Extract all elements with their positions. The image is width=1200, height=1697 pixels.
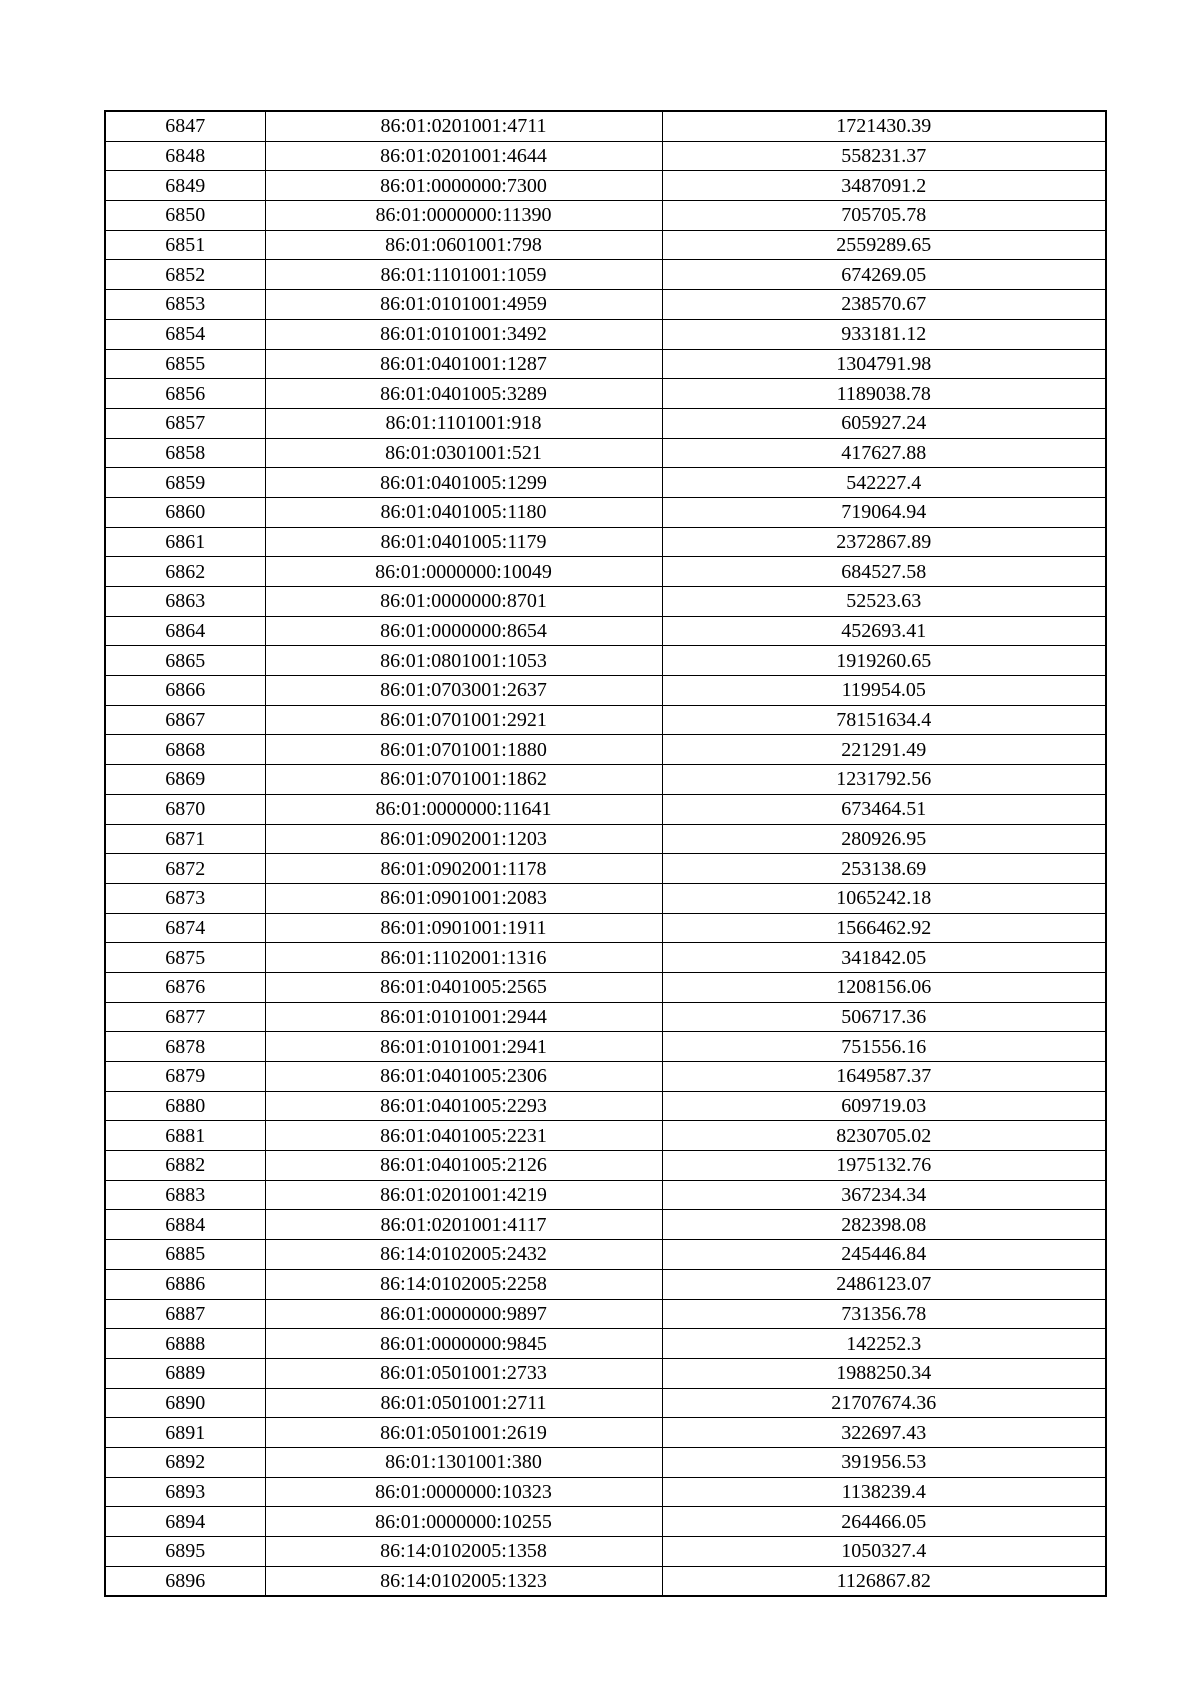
value-cell: 731356.78 — [662, 1299, 1106, 1329]
value-cell: 2486123.07 — [662, 1269, 1106, 1299]
cadastral-number-cell: 86:01:0101001:2944 — [265, 1002, 662, 1032]
table-row — [105, 705, 1106, 735]
table-row — [105, 527, 1106, 557]
table-row — [105, 1358, 1106, 1388]
row-number-cell: 6878 — [105, 1032, 265, 1062]
cadastral-number-cell: 86:14:0102005:2258 — [265, 1269, 662, 1299]
cadastral-number-cell: 86:01:0501001:2619 — [265, 1418, 662, 1448]
row-number-cell: 6886 — [105, 1269, 265, 1299]
cadastral-number-cell: 86:01:0601001:798 — [265, 230, 662, 260]
table-row — [105, 1566, 1106, 1596]
table-row — [105, 735, 1106, 765]
cadastral-number-cell: 86:01:0701001:1880 — [265, 735, 662, 765]
table-row — [105, 319, 1106, 349]
table-row — [105, 438, 1106, 468]
cadastral-number-cell: 86:01:0000000:9897 — [265, 1299, 662, 1329]
row-number-cell: 6867 — [105, 705, 265, 735]
row-number-cell: 6894 — [105, 1507, 265, 1537]
value-cell: 21707674.36 — [662, 1388, 1106, 1418]
row-number-cell: 6881 — [105, 1121, 265, 1151]
cadastral-number-cell: 86:01:0701001:2921 — [265, 705, 662, 735]
value-cell: 1189038.78 — [662, 379, 1106, 409]
cadastral-number-cell: 86:01:0101001:4959 — [265, 290, 662, 320]
table-row — [105, 1032, 1106, 1062]
cadastral-number-cell: 86:01:0000000:10255 — [265, 1507, 662, 1537]
value-cell: 558231.37 — [662, 141, 1106, 171]
table-row — [105, 1269, 1106, 1299]
row-number-cell: 6883 — [105, 1180, 265, 1210]
value-cell: 2372867.89 — [662, 527, 1106, 557]
value-cell: 452693.41 — [662, 616, 1106, 646]
cadastral-number-cell: 86:01:0000000:7300 — [265, 171, 662, 201]
row-number-cell: 6871 — [105, 824, 265, 854]
cadastral-number-cell: 86:01:0902001:1203 — [265, 824, 662, 854]
table-row — [105, 1329, 1106, 1359]
cadastral-number-cell: 86:01:0401005:2565 — [265, 972, 662, 1002]
table-row — [105, 883, 1106, 913]
value-cell: 238570.67 — [662, 290, 1106, 320]
cadastral-number-cell: 86:01:0901001:1911 — [265, 913, 662, 943]
value-cell: 3487091.2 — [662, 171, 1106, 201]
row-number-cell: 6858 — [105, 438, 265, 468]
table-row — [105, 765, 1106, 795]
table-body — [105, 111, 1106, 1596]
cadastral-number-cell: 86:01:0000000:8654 — [265, 616, 662, 646]
table-row — [105, 379, 1106, 409]
cadastral-number-cell: 86:01:0101001:2941 — [265, 1032, 662, 1062]
value-cell: 542227.4 — [662, 468, 1106, 498]
value-cell: 1065242.18 — [662, 883, 1106, 913]
value-cell: 1975132.76 — [662, 1151, 1106, 1181]
value-cell: 751556.16 — [662, 1032, 1106, 1062]
row-number-cell: 6876 — [105, 972, 265, 1002]
row-number-cell: 6864 — [105, 616, 265, 646]
table-row — [105, 1151, 1106, 1181]
row-number-cell: 6859 — [105, 468, 265, 498]
table-row — [105, 676, 1106, 706]
cadastral-number-cell: 86:01:1301001:380 — [265, 1447, 662, 1477]
table-row — [105, 1180, 1106, 1210]
value-cell: 609719.03 — [662, 1091, 1106, 1121]
value-cell: 684527.58 — [662, 557, 1106, 587]
cadastral-number-cell: 86:01:0401001:1287 — [265, 349, 662, 379]
value-cell: 52523.63 — [662, 587, 1106, 617]
table-row — [105, 1507, 1106, 1537]
value-cell: 1919260.65 — [662, 646, 1106, 676]
cadastral-number-cell: 86:01:0401005:2126 — [265, 1151, 662, 1181]
value-cell: 253138.69 — [662, 854, 1106, 884]
cadastral-number-cell: 86:01:0201001:4644 — [265, 141, 662, 171]
value-cell: 705705.78 — [662, 201, 1106, 231]
cadastral-number-cell: 86:01:0401005:1180 — [265, 497, 662, 527]
cadastral-number-cell: 86:01:0301001:521 — [265, 438, 662, 468]
row-number-cell: 6889 — [105, 1358, 265, 1388]
cadastral-number-cell: 86:01:0401005:2293 — [265, 1091, 662, 1121]
row-number-cell: 6882 — [105, 1151, 265, 1181]
value-cell: 341842.05 — [662, 943, 1106, 973]
row-number-cell: 6855 — [105, 349, 265, 379]
value-cell: 1649587.37 — [662, 1062, 1106, 1092]
table-row — [105, 824, 1106, 854]
value-cell: 1721430.39 — [662, 111, 1106, 141]
row-number-cell: 6891 — [105, 1418, 265, 1448]
cadastral-number-cell: 86:01:1102001:1316 — [265, 943, 662, 973]
row-number-cell: 6892 — [105, 1447, 265, 1477]
value-cell: 391956.53 — [662, 1447, 1106, 1477]
table-row — [105, 972, 1106, 1002]
row-number-cell: 6851 — [105, 230, 265, 260]
value-cell: 119954.05 — [662, 676, 1106, 706]
data-table — [104, 110, 1107, 1597]
table-row — [105, 201, 1106, 231]
table-row — [105, 497, 1106, 527]
cadastral-number-cell: 86:01:0701001:1862 — [265, 765, 662, 795]
value-cell: 282398.08 — [662, 1210, 1106, 1240]
value-cell: 719064.94 — [662, 497, 1106, 527]
value-cell: 142252.3 — [662, 1329, 1106, 1359]
value-cell: 1050327.4 — [662, 1537, 1106, 1567]
cadastral-number-cell: 86:01:0401005:1179 — [265, 527, 662, 557]
table-row — [105, 1062, 1106, 1092]
cadastral-number-cell: 86:01:0201001:4117 — [265, 1210, 662, 1240]
value-cell: 417627.88 — [662, 438, 1106, 468]
row-number-cell: 6880 — [105, 1091, 265, 1121]
row-number-cell: 6869 — [105, 765, 265, 795]
value-cell: 8230705.02 — [662, 1121, 1106, 1151]
row-number-cell: 6856 — [105, 379, 265, 409]
cadastral-number-cell: 86:01:0101001:3492 — [265, 319, 662, 349]
row-number-cell: 6849 — [105, 171, 265, 201]
row-number-cell: 6893 — [105, 1477, 265, 1507]
value-cell: 367234.34 — [662, 1180, 1106, 1210]
row-number-cell: 6895 — [105, 1537, 265, 1567]
table-row — [105, 468, 1106, 498]
cadastral-number-cell: 86:01:1101001:918 — [265, 408, 662, 438]
cadastral-number-cell: 86:01:0000000:11641 — [265, 794, 662, 824]
cadastral-number-cell: 86:01:0801001:1053 — [265, 646, 662, 676]
cadastral-number-cell: 86:01:0501001:2733 — [265, 1358, 662, 1388]
value-cell: 933181.12 — [662, 319, 1106, 349]
cadastral-number-cell: 86:01:0000000:8701 — [265, 587, 662, 617]
value-cell: 673464.51 — [662, 794, 1106, 824]
value-cell: 506717.36 — [662, 1002, 1106, 1032]
cadastral-number-cell: 86:01:1101001:1059 — [265, 260, 662, 290]
row-number-cell: 6863 — [105, 587, 265, 617]
row-number-cell: 6873 — [105, 883, 265, 913]
cadastral-number-cell: 86:14:0102005:1323 — [265, 1566, 662, 1596]
cadastral-number-cell: 86:01:0000000:10323 — [265, 1477, 662, 1507]
value-cell: 674269.05 — [662, 260, 1106, 290]
row-number-cell: 6890 — [105, 1388, 265, 1418]
cadastral-number-cell: 86:14:0102005:2432 — [265, 1240, 662, 1270]
value-cell: 2559289.65 — [662, 230, 1106, 260]
row-number-cell: 6879 — [105, 1062, 265, 1092]
row-number-cell: 6850 — [105, 201, 265, 231]
row-number-cell: 6877 — [105, 1002, 265, 1032]
row-number-cell: 6860 — [105, 497, 265, 527]
table-row — [105, 1388, 1106, 1418]
table-row — [105, 854, 1106, 884]
row-number-cell: 6872 — [105, 854, 265, 884]
value-cell: 1566462.92 — [662, 913, 1106, 943]
cadastral-number-cell: 86:01:0000000:11390 — [265, 201, 662, 231]
row-number-cell: 6888 — [105, 1329, 265, 1359]
row-number-cell: 6852 — [105, 260, 265, 290]
table-row — [105, 1002, 1106, 1032]
value-cell: 322697.43 — [662, 1418, 1106, 1448]
row-number-cell: 6884 — [105, 1210, 265, 1240]
value-cell: 245446.84 — [662, 1240, 1106, 1270]
value-cell: 221291.49 — [662, 735, 1106, 765]
row-number-cell: 6885 — [105, 1240, 265, 1270]
cadastral-number-cell: 86:01:0201001:4219 — [265, 1180, 662, 1210]
table-row — [105, 1299, 1106, 1329]
value-cell: 1304791.98 — [662, 349, 1106, 379]
table-row — [105, 794, 1106, 824]
cadastral-number-cell: 86:01:0000000:9845 — [265, 1329, 662, 1359]
table-row — [105, 260, 1106, 290]
table-row — [105, 1537, 1106, 1567]
row-number-cell: 6887 — [105, 1299, 265, 1329]
cadastral-number-cell: 86:01:0703001:2637 — [265, 676, 662, 706]
table-row — [105, 1240, 1106, 1270]
value-cell: 264466.05 — [662, 1507, 1106, 1537]
table-row — [105, 141, 1106, 171]
row-number-cell: 6853 — [105, 290, 265, 320]
row-number-cell: 6866 — [105, 676, 265, 706]
value-cell: 1208156.06 — [662, 972, 1106, 1002]
cadastral-number-cell: 86:01:0401005:2231 — [265, 1121, 662, 1151]
table-row — [105, 1477, 1106, 1507]
value-cell: 605927.24 — [662, 408, 1106, 438]
table-row — [105, 230, 1106, 260]
cadastral-number-cell: 86:01:0501001:2711 — [265, 1388, 662, 1418]
table-row — [105, 1121, 1106, 1151]
value-cell: 1988250.34 — [662, 1358, 1106, 1388]
table-row — [105, 1210, 1106, 1240]
table-row — [105, 111, 1106, 141]
cadastral-number-cell: 86:14:0102005:1358 — [265, 1537, 662, 1567]
value-cell: 280926.95 — [662, 824, 1106, 854]
row-number-cell: 6896 — [105, 1566, 265, 1596]
table-row — [105, 587, 1106, 617]
table-row — [105, 349, 1106, 379]
value-cell: 1231792.56 — [662, 765, 1106, 795]
row-number-cell: 6848 — [105, 141, 265, 171]
row-number-cell: 6847 — [105, 111, 265, 141]
row-number-cell: 6861 — [105, 527, 265, 557]
row-number-cell: 6874 — [105, 913, 265, 943]
cadastral-number-cell: 86:01:0401005:2306 — [265, 1062, 662, 1092]
row-number-cell: 6857 — [105, 408, 265, 438]
row-number-cell: 6862 — [105, 557, 265, 587]
cadastral-number-cell: 86:01:0401005:1299 — [265, 468, 662, 498]
row-number-cell: 6870 — [105, 794, 265, 824]
table-row — [105, 290, 1106, 320]
table-row — [105, 408, 1106, 438]
table-row — [105, 616, 1106, 646]
cadastral-number-cell: 86:01:0000000:10049 — [265, 557, 662, 587]
value-cell: 78151634.4 — [662, 705, 1106, 735]
row-number-cell: 6854 — [105, 319, 265, 349]
row-number-cell: 6868 — [105, 735, 265, 765]
row-number-cell: 6865 — [105, 646, 265, 676]
table-row — [105, 1091, 1106, 1121]
table-row — [105, 557, 1106, 587]
table-row — [105, 646, 1106, 676]
row-number-cell: 6875 — [105, 943, 265, 973]
cadastral-number-cell: 86:01:0901001:2083 — [265, 883, 662, 913]
table-row — [105, 1418, 1106, 1448]
cadastral-number-cell: 86:01:0201001:4711 — [265, 111, 662, 141]
table-row — [105, 1447, 1106, 1477]
value-cell: 1126867.82 — [662, 1566, 1106, 1596]
cadastral-number-cell: 86:01:0902001:1178 — [265, 854, 662, 884]
value-cell: 1138239.4 — [662, 1477, 1106, 1507]
table-row — [105, 171, 1106, 201]
table-row — [105, 943, 1106, 973]
table-row — [105, 913, 1106, 943]
cadastral-number-cell: 86:01:0401005:3289 — [265, 379, 662, 409]
